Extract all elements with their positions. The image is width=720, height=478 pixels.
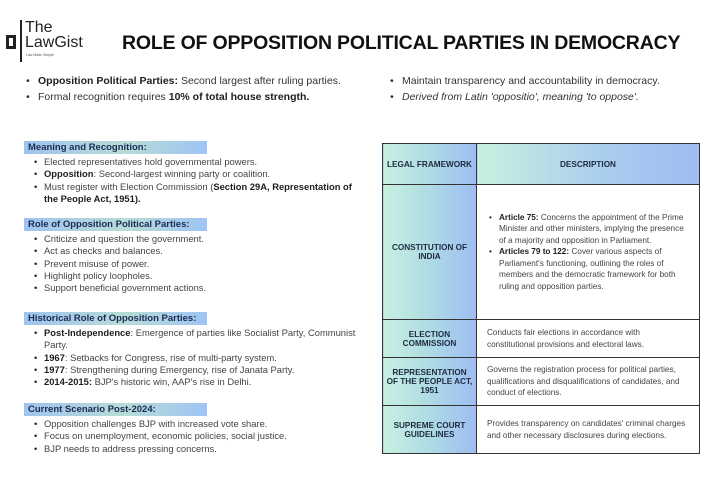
section-heading: Current Scenario Post-2024: (24, 403, 207, 416)
item-bold: 1967 (44, 351, 65, 363)
item-text: : Strengthening during Emergency, rise of Janata Party. (64, 363, 295, 375)
description-list (487, 212, 689, 293)
section-heading: Role of Opposition Political Parties: (24, 218, 207, 231)
item-text: Elected representatives hold governmental powers. (44, 156, 258, 167)
item-text: BJP's historic win, AAP's rise in Delhi. (91, 376, 252, 388)
legal-framework-table (382, 143, 700, 454)
item-text: : Emergence of parties like Socialist Party, Communist Party. (44, 327, 356, 351)
table-header-row (383, 144, 700, 185)
logo-text-line1: The (25, 19, 53, 36)
description-cell: Conducts fair elections in accordance with constitutional provisions and electoral laws. (477, 320, 700, 358)
logo-divider (20, 20, 22, 62)
list-item (487, 246, 689, 292)
list-item (24, 376, 364, 388)
section-heading: Meaning and Recognition: (24, 141, 207, 154)
list-item: • Criticize and question the government. (24, 233, 364, 245)
logo-text-line2: LawGist (25, 34, 83, 51)
list-item: • Support beneficial government actions. (24, 282, 364, 294)
item-text: Concerns the appointment of the Prime Minister and other ministers, implying the presence of a majority and opposition in Parliament. (499, 212, 684, 245)
item-bold: 1977 (44, 363, 65, 375)
description-cell: Provides transparency on candidates' criminal charges and other necessary disclosures during elections. (477, 406, 700, 454)
item-bold: 2014-2015: (44, 376, 92, 388)
list-item (487, 212, 689, 247)
item-text: : Setbacks for Congress, rise of multi-party system. (64, 351, 277, 363)
section-list (24, 156, 364, 205)
item-bold: Article 75: (499, 212, 539, 222)
header-description: DESCRIPTION (477, 144, 700, 185)
framework-cell: CONSTITUTION OF INDIA (383, 185, 477, 320)
framework-cell: REPRESENTATION OF THE PEOPLE ACT, 1951 (383, 358, 477, 406)
section-current (24, 399, 364, 455)
section-list (24, 233, 364, 294)
item-bold: Opposition (44, 168, 94, 180)
item-text: : Second-largest winning party or coalition. (93, 168, 271, 180)
list-item (24, 90, 354, 104)
list-item (24, 181, 364, 206)
list-item (24, 74, 354, 88)
list-item (24, 168, 364, 180)
page-title: ROLE OF OPPOSITION POLITICAL PARTIES IN DEMOCRACY (122, 32, 681, 54)
list-item: • Highlight policy loopholes. (24, 270, 364, 282)
item-text: Cover various aspects of Parliament's functioning, outlining the roles of members and the democratic framework for both ruling and opposition parties. (499, 247, 676, 291)
list-item (24, 352, 364, 364)
list-item: • BJP needs to address pressing concerns. (24, 443, 364, 455)
item-bold: Post-Independence (44, 327, 131, 338)
framework-cell: SUPREME COURT GUIDELINES (383, 406, 477, 454)
list-item (24, 364, 364, 376)
section-list (24, 418, 364, 455)
item-bold: Opposition Political Parties: (38, 75, 179, 87)
item-bold: 10% of total house strength. (168, 91, 310, 103)
list-item: • Act as checks and balances. (24, 245, 364, 257)
door-icon (6, 35, 16, 49)
item-text: Must register with Election Commission ( (44, 180, 214, 192)
framework-cell: ELECTION COMMISSION (383, 320, 477, 358)
intro-left-list (24, 74, 354, 106)
item-text: Formal recognition requires (38, 91, 169, 103)
section-heading: Historical Role of Opposition Parties: (24, 312, 207, 325)
description-cell: Governs the registration process for political parties, qualifications and disqualifications of candidates, and conduct of elections. (477, 358, 700, 406)
item-bold: Articles 79 to 122: (499, 247, 570, 257)
item-text: Derived from Latin 'oppositio', meaning 'to oppose'. (402, 91, 639, 103)
list-item (388, 74, 718, 88)
intro-right-list (388, 74, 718, 106)
header-legal-framework: LEGAL FRAMEWORK (383, 144, 477, 185)
table-row (383, 358, 700, 406)
logo (6, 19, 83, 60)
item-bold: Section 29A, Representation of the People Act, 1951). (44, 180, 352, 204)
list-item (24, 156, 364, 168)
section-meaning (24, 137, 364, 205)
list-item (24, 327, 364, 352)
section-list (24, 327, 364, 388)
list-item: • Focus on unemployment, economic policies, social justice. (24, 430, 364, 442)
table-row (383, 320, 700, 358)
table-row (383, 406, 700, 454)
description-cell (477, 185, 700, 320)
item-text: Maintain transparency and accountability in democracy. (402, 75, 660, 87)
table-row (383, 185, 700, 320)
list-item: • Prevent misuse of power. (24, 258, 364, 270)
logo-tagline: Law Made Simple (26, 53, 54, 57)
item-text: Second largest after ruling parties. (178, 75, 341, 87)
list-item (388, 90, 718, 104)
list-item: • Opposition challenges BJP with increased vote share. (24, 418, 364, 430)
section-historical (24, 308, 364, 388)
section-role (24, 214, 364, 294)
